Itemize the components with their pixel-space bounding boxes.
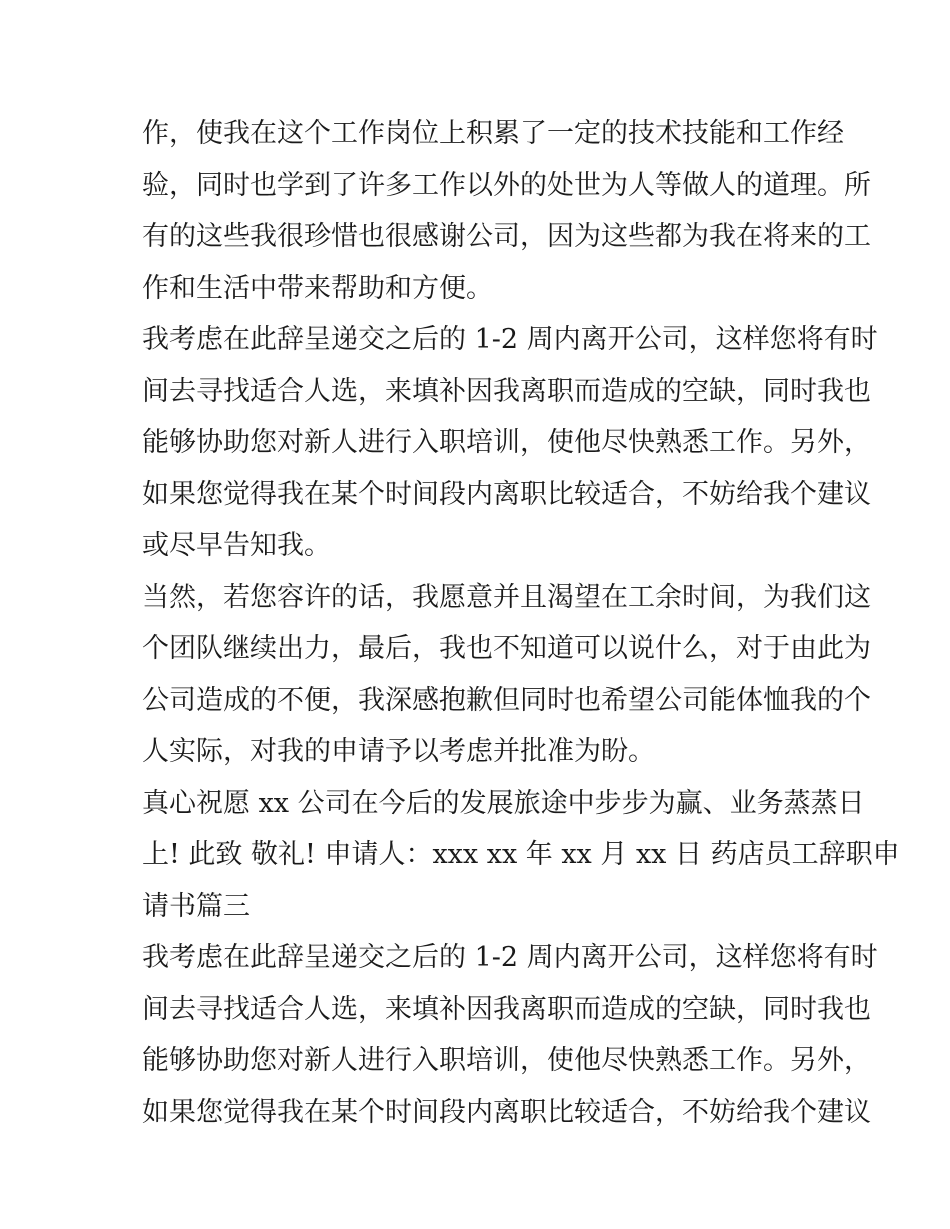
- text-line: 有的这些我很珍惜也很感谢公司，因为这些都为我在将来的工: [142, 221, 871, 252]
- text-line: 个团队继续出力，最后，我也不知道可以说什么，对于由此为: [142, 633, 871, 664]
- text-line: 或尽早告知我。: [142, 530, 331, 561]
- text-line: 能够协助您对新人进行入职培训，使他尽快熟悉工作。另外，: [142, 1045, 871, 1076]
- text-line: 真心祝愿 xx 公司在今后的发展旅途中步步为赢、业务蒸蒸日: [142, 787, 865, 819]
- text-line: 人实际，对我的申请予以考虑并批准为盼。: [142, 736, 655, 767]
- text-line: 作和生活中带来帮助和方便。: [142, 272, 493, 304]
- text-line: 如果您觉得我在某个时间段内离职比较适合，不妨给我个建议: [142, 478, 871, 510]
- text-line: 当然，若您容许的话，我愿意并且渴望在工余时间，为我们这: [142, 581, 871, 613]
- text-line: 间去寻找适合人选，来填补因我离职而造成的空缺，同时我也: [142, 993, 871, 1025]
- text-line: 我考虑在此辞呈递交之后的 1-2 周内离开公司，这样您将有时: [142, 942, 878, 973]
- text-line: 如果您觉得我在某个时间段内离职比较适合，不妨给我个建议: [142, 1096, 871, 1128]
- text-line: 作，使我在这个工作岗位上积累了一定的技术技能和工作经: [142, 118, 844, 149]
- text-line: 验，同时也学到了许多工作以外的处世为人等做人的道理。所: [142, 169, 871, 201]
- text-line: 间去寻找适合人选，来填补因我离职而造成的空缺，同时我也: [142, 375, 871, 407]
- text-line: 我考虑在此辞呈递交之后的 1-2 周内离开公司，这样您将有时: [142, 324, 878, 355]
- document-body: [142, 108, 900, 1138]
- text-line: 公司造成的不便，我深感抱歉但同时也希望公司能体恤我的个: [142, 684, 871, 716]
- text-line: 请书篇三: [142, 890, 250, 922]
- text-line: 能够协助您对新人进行入职培训，使他尽快熟悉工作。另外，: [142, 427, 871, 458]
- text-line: 上! 此致 敬礼! 申请人：xxx xx 年 xx 月 xx 日 药店员工辞职申: [142, 839, 900, 870]
